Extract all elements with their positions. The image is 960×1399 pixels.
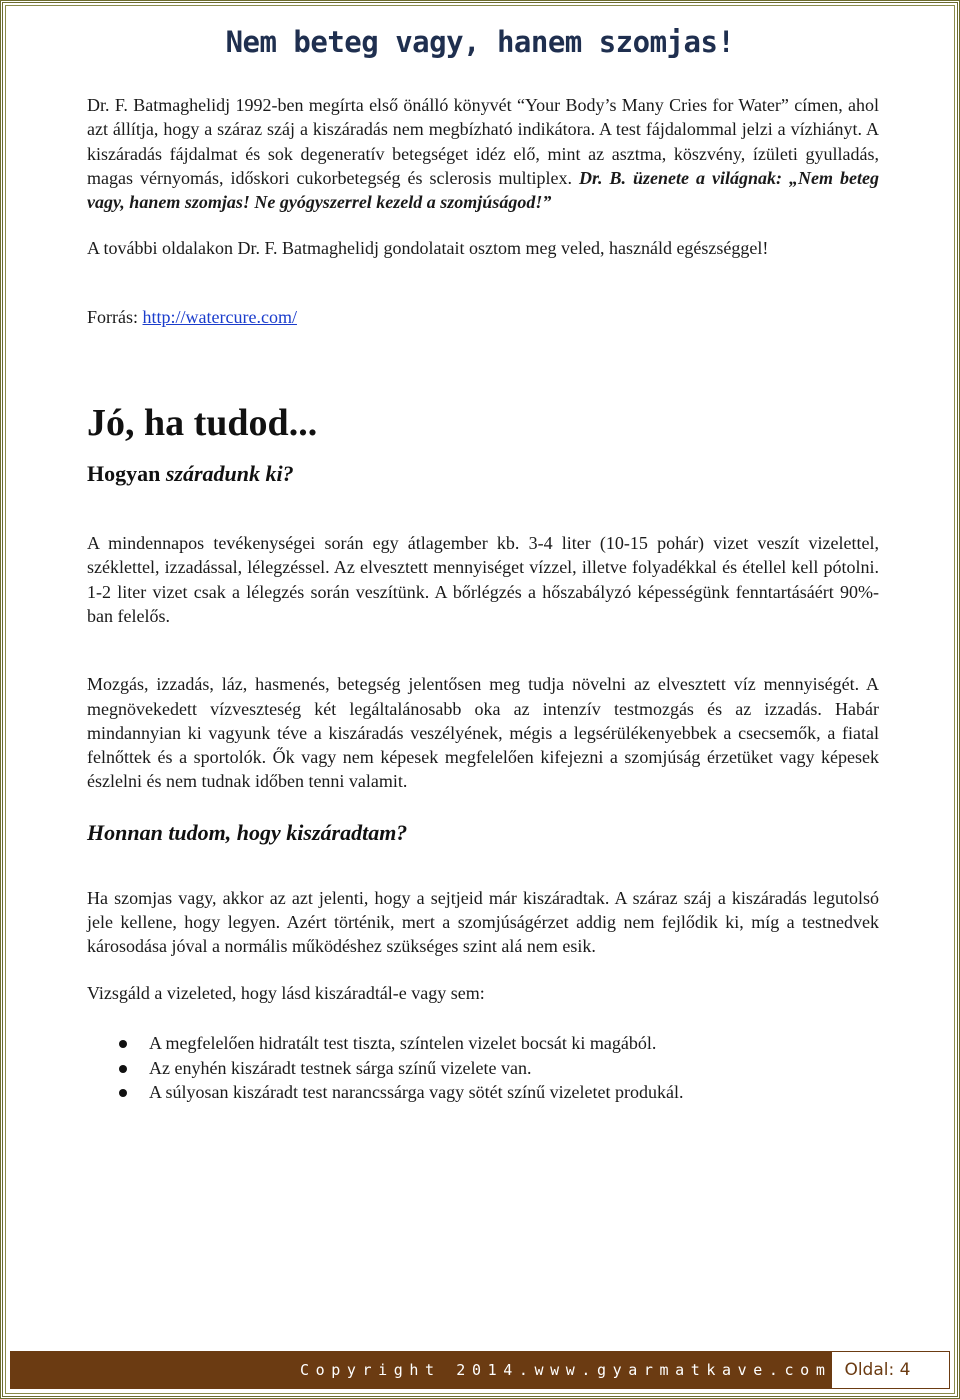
thirst-paragraph: Ha szomjas vagy, akkor az azt jelenti, hogy a sejtjeid már kiszáradtak. A száraz száj a kiszáradás legutolsó jele kellene, hogy legyen. Azért történik, mert a szomjúságérzet addig nem fejlődik ki, míg a testnedvek károsodása jóval a normális működéshez szükséges szint alá nem esik. xyxy=(87,887,879,957)
section-heading-dehydration: Honnan tudom, hogy kiszáradtam? xyxy=(87,819,408,845)
copyright-text: Copyright 2014.www.gyarmatkave.com xyxy=(300,1361,832,1379)
page-title: Nem beteg vagy, hanem szomjas! xyxy=(225,25,735,59)
subheading-italic: száradunk ki? xyxy=(165,461,294,487)
list-item: A súlyosan kiszáradt test narancssárga vagy sötét színű vizeletet produkál. xyxy=(149,1080,879,1105)
urine-list xyxy=(87,1031,879,1105)
intro-text: Dr. F. Batmaghelidj 1992-ben megírta első önálló könyvét “Your Body’s Many Cries for Water” címen, ahol azt állítja, hogy a száraz száj a kiszáradás nem megbízható indikátora. A test fájdalommal jelzi a vízhiányt. A kiszáradás fájdalmat és sok degeneratív betegséget idéz elő, mint az asztma, köszvény, ízületi gyulladás, magas vérnyomás, időskori cukorbetegség és sclerosis multiplex. xyxy=(87,95,879,188)
page-number: Oldal: 4 xyxy=(831,1351,950,1389)
source-link[interactable]: http://watercure.com/ xyxy=(142,306,297,327)
source-label: Forrás: xyxy=(87,306,143,327)
page-footer xyxy=(10,1351,950,1389)
risk-paragraph: Mozgás, izzadás, láz, hasmenés, betegség jelentősen meg tudja növelni az elvesztett víz mennyiségét. A megnövekedett vízveszteség két legáltalánosabb oka az intenzív testmozgás és az izzadás. Habár mindannyian ki vagyunk téve a kiszáradás veszélyének, mégis a legsérülékenyebbek a csecsemők, a fiatal felnőttek és a sportolók. Ők vagy nem képesek megfelelően kifejezni a szomjúság érzetüket vagy képesek észlelni és nem tudnak időben tenni valamit. xyxy=(87,674,879,792)
list-item: A megfelelően hidratált test tiszta, színtelen vizelet bocsát ki magából. xyxy=(149,1031,879,1056)
bullet-icon xyxy=(119,1089,127,1097)
list-item: Az enyhén kiszáradt testnek sárga színű vizelete van. xyxy=(149,1056,879,1081)
intro-paragraph xyxy=(87,93,879,214)
section-subheading xyxy=(87,459,879,489)
intro-quote: Dr. B. üzenete a világnak: „Nem beteg vagy, hanem szomjas! Ne gyógyszerrel kezeld a szomjúságod!” xyxy=(87,167,879,213)
source-line xyxy=(87,305,879,329)
section-heading-good-to-know: Jó, ha tudod... xyxy=(87,402,318,445)
intro-followup: A további oldalakon Dr. F. Batmaghelidj gondolatait osztom meg veled, használd egészséggel! xyxy=(87,238,769,259)
bullet-icon xyxy=(119,1065,127,1073)
subheading-plain: Hogyan xyxy=(87,461,166,487)
urine-check-paragraph: Vizsgáld a vizeleted, hogy lásd kiszáradtál-e vagy sem: xyxy=(87,982,485,1003)
page-content xyxy=(87,93,879,1105)
bullet-icon xyxy=(119,1040,127,1048)
water-loss-paragraph: A mindennapos tevékenységei során egy átlagember kb. 3-4 liter (10-15 pohár) vizet veszít vizelettel, széklettel, izzadással, lélegzéssel. Az elvesztett mennyiséget vízzel, illetve folyadékkal és étellel kell pótolni. 1-2 liter vizet csak a lélegzés során veszítünk. A bőrlégzés a hőszabályzó képességünk fenntartásáért 90%- ban felelős. xyxy=(87,533,879,626)
